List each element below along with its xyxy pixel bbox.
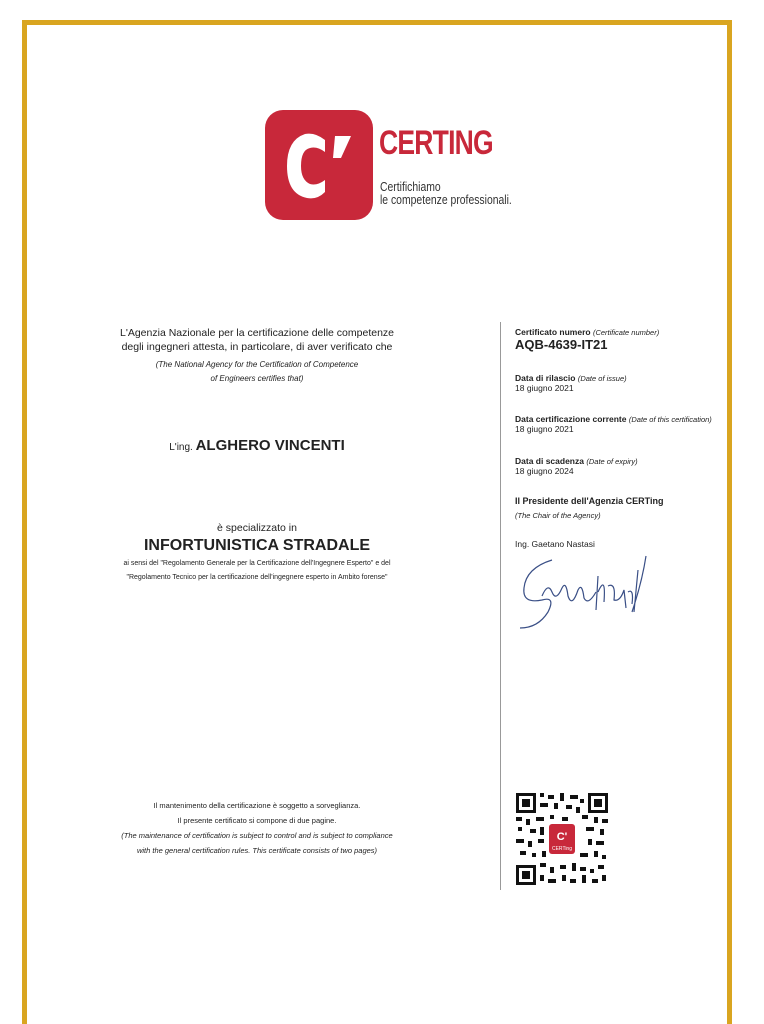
maintenance-note xyxy=(80,798,434,858)
maintenance-en-line-2: with the general certification rules. This certificate consists of two pages) xyxy=(136,846,378,855)
regulation-reference xyxy=(80,557,434,585)
specialization-intro: è specializzato in xyxy=(217,522,297,534)
issue-date-label-en: (Date of issue) xyxy=(577,374,627,383)
holder-name: ALGHERO VINCENTI xyxy=(195,437,345,454)
expiry-date: 18 giugno 2024 xyxy=(515,466,574,476)
brand-name: CERTING xyxy=(379,124,493,162)
president-title: Il Presidente dell'Agenzia CERTing xyxy=(515,496,664,506)
holder-line xyxy=(100,437,414,454)
president-signature xyxy=(512,552,662,637)
brand-tagline xyxy=(380,180,512,206)
maintenance-line-2: Il presente certificato si compone di due pagine. xyxy=(177,816,337,825)
qr-logo-mark: C' xyxy=(556,831,568,843)
current-certification-label: Data certificazione corrente xyxy=(515,414,627,424)
tagline-line-1: Certifichiamo xyxy=(380,179,441,194)
certificate-number: AQB-4639-IT21 xyxy=(515,337,608,352)
intro-line-2: degli ingegneri attesta, in particolare, di aver verificato che xyxy=(121,341,393,353)
issue-date-block xyxy=(515,373,735,393)
expiry-date-block xyxy=(515,456,735,476)
holder-prefix: L'ing. xyxy=(169,442,193,453)
signer-name: Ing. Gaetano Nastasi xyxy=(515,539,595,549)
column-divider xyxy=(500,322,501,890)
c-apostrophe-icon xyxy=(265,110,373,220)
expiry-date-label: Data di scadenza xyxy=(515,456,584,466)
current-certification-block xyxy=(515,414,735,434)
intro-statement-en xyxy=(100,358,414,386)
issue-date: 18 giugno 2021 xyxy=(515,383,574,393)
current-certification-label-en: (Date of this certification) xyxy=(628,415,712,424)
issue-date-label: Data di rilascio xyxy=(515,373,576,383)
president-title-en: (The Chair of the Agency) xyxy=(515,511,601,520)
certing-logo-mark xyxy=(265,110,373,220)
intro-statement xyxy=(100,326,414,354)
certificate-number-label-en: (Certificate number) xyxy=(592,328,660,337)
certificate-number-block xyxy=(515,327,735,352)
qr-code-icon xyxy=(516,793,608,885)
qr-code[interactable] xyxy=(516,793,608,885)
expiry-date-label-en: (Date of expiry) xyxy=(586,457,638,466)
intro-en-line-1: (The National Agency for the Certification of Competence xyxy=(155,360,359,369)
current-certification-date: 18 giugno 2021 xyxy=(515,424,574,434)
specialization-field: INFORTUNISTICA STRADALE xyxy=(143,537,371,554)
regulation-line-1: ai sensi del "Regolamento Generale per la Certificazione dell'Ingegnere Esperto" e del xyxy=(123,560,391,567)
maintenance-en-line-1: (The maintenance of certification is subject to control and is subject to compliance xyxy=(121,831,393,840)
maintenance-line-1: Il mantenimento della certificazione è soggetto a sorveglianza. xyxy=(153,801,361,810)
qr-logo-text: CERTing xyxy=(551,846,573,852)
intro-line-1: L'Agenzia Nazionale per la certificazione delle competenze xyxy=(120,327,394,339)
regulation-line-2: "Regolamento Tecnico per la certificazione dell'ingegnere esperto in Ambito forense" xyxy=(126,574,388,581)
tagline-line-2: le competenze professionali. xyxy=(380,192,512,207)
certificate-number-label: Certificato numero xyxy=(515,327,591,337)
intro-en-line-2: of Engineers certifies that) xyxy=(210,374,304,383)
